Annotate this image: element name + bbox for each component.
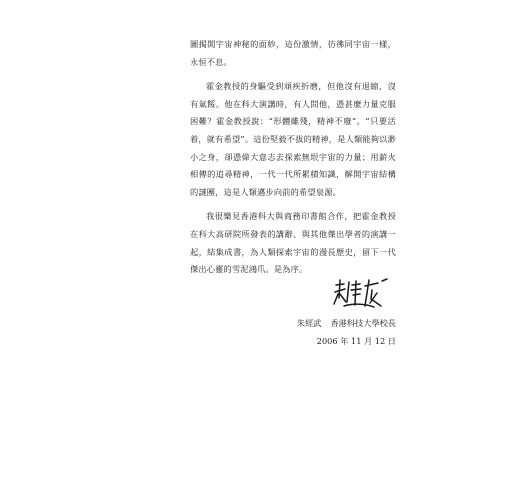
signer-title: 香港科技大學校長 xyxy=(330,318,396,328)
document-date: 2006 年 11 月 12 日 xyxy=(316,336,396,346)
signer-name: 朱經武 xyxy=(296,318,322,328)
preface-body xyxy=(190,36,396,286)
paragraph-3: 我很樂見香港科大與商務印書館合作，把霍金教授在科大高研院所發表的講辭、與其他傑出學者的演講一起，結集成書，為人類探索宇宙的漫長歷史，留下一代傑出心靈的雪泥鴻爪。是為序。 xyxy=(190,211,396,275)
paragraph-1: 圖揭開宇宙神秘的面紗，這份激情，彷彿同宇宙一樣，永恒不息。 xyxy=(190,39,396,67)
handwritten-signature xyxy=(332,276,390,310)
top-cutoff-heading-mark xyxy=(268,0,388,2)
signer-line xyxy=(293,316,396,330)
paragraph-2: 霍金教授的身驅受到頑疾折磨，但他沒有退縮，沒有氣餒。他在科大演講時，有人問他，憑甚麼力量克服困難？霍金教授說：“形體雖殘，精神不廢”。“只要活着，就有希望”。這份堅毅不拔的精神，是人類能夠以渺小之身，卻憑偉大意志去探索無垠宇宙的力量；用薪火相傳的追尋精神，一代一代所累積知識，解開宇宙結構的謎團，這是人類邁步向前的希望泉源。 xyxy=(190,81,396,197)
